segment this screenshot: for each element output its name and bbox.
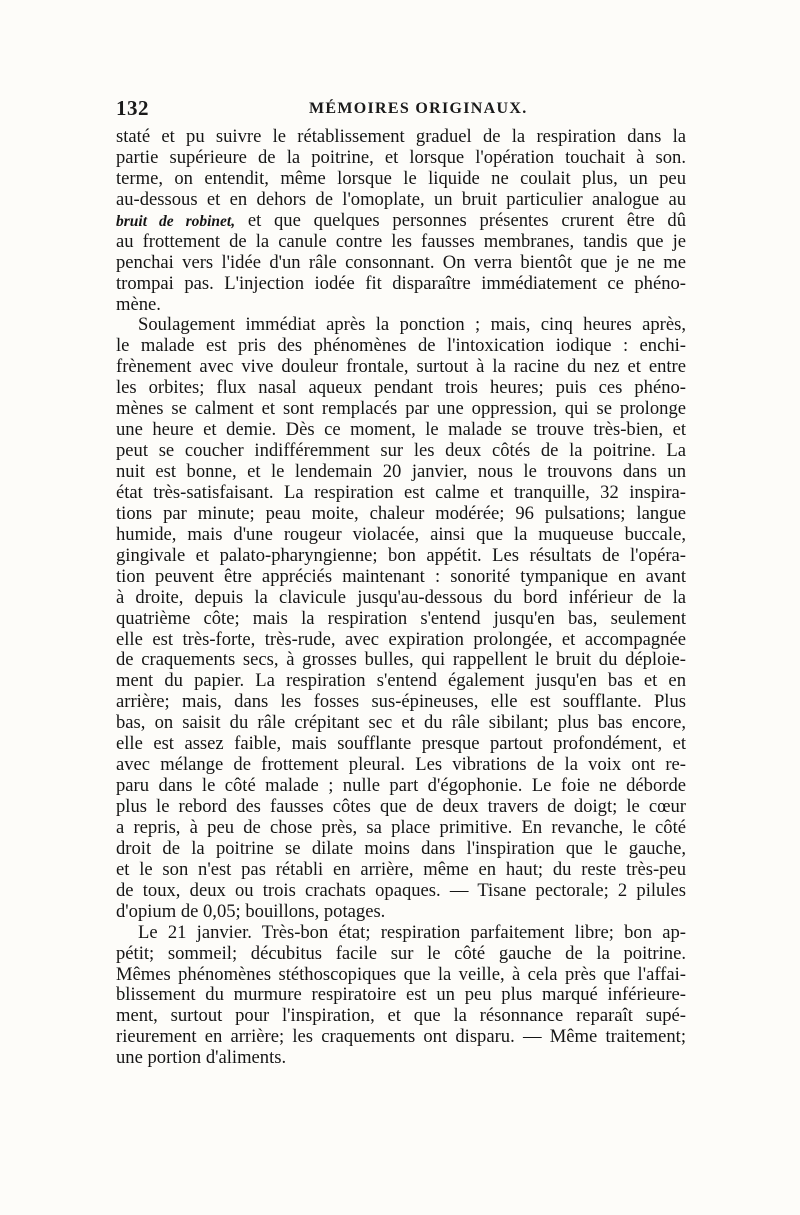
italic-phrase: bruit de robinet, [116,212,236,230]
text-line: blissement du murmure respiratoire est un peu plus marqué inférieure- [116,985,686,1006]
text-line [116,211,686,232]
page-number: 132 [116,96,149,120]
text-line: Le 21 janvier. Très-bon état; respiration parfaitement libre; bon ap- [138,922,686,943]
text-line: elle est très-forte, très-rude, avec expiration prolongée, et accompagnée [116,629,686,650]
text-line: elle est assez faible, mais soufflante presque partout profondément, et [116,734,686,755]
text-line: pétit; sommeil; décubitus facile sur le côté gauche de la poitrine. [116,943,686,964]
text-line: droit de la poitrine se dilate moins dans l'inspiration que le gauche, [116,838,686,859]
text-line: a repris, à peu de chose près, sa place primitive. En revanche, le côté [116,817,686,838]
text-line: penchai vers l'idée d'un râle consonnant. On verra bientôt que je ne me [116,252,686,273]
text-line: mène. [116,294,161,315]
text-line: peut se coucher indifféremment sur les deux côtés de la poitrine. La [116,441,686,462]
text-line: au frottement de la canule contre les fausses membranes, tandis que je [116,231,686,252]
text-line: avec mélange de frottement pleural. Les vibrations de la voix ont re- [116,755,686,776]
text-line: de toux, deux ou trois crachats opaques. — Tisane pectorale; 2 pilules [116,880,686,901]
text-fragment: et que quelques personnes présentes crurent être dû [235,210,686,231]
text-line: rieurement en arrière; les craquements ont disparu. — Même traitement; [116,1027,686,1048]
body-text [116,127,686,1069]
text-line: staté et pu suivre le rétablissement graduel de la respiration dans la [116,127,686,147]
text-line: paru dans le côté malade ; nulle part d'égophonie. Le foie ne déborde [116,776,686,797]
text-line: à droite, depuis la clavicule jusqu'au-dessous du bord inférieur de la [116,587,686,608]
text-line: état très-satisfaisant. La respiration est calme et tranquille, 32 inspira- [116,482,686,503]
text-line: bas, on saisit du râle crépitant sec et du râle sibilant; plus bas encore, [116,713,686,734]
text-line: les orbites; flux nasal aqueux pendant trois heures; puis ces phéno- [116,378,686,399]
text-line: frènement avec vive douleur frontale, surtout à la racine du nez et entre [116,357,686,378]
text-line: de craquements secs, à grosses bulles, qui rappellent le bruit du déploie- [116,650,686,671]
text-line: ment, surtout pour l'inspiration, et que la résonnance reparaît supé- [116,1006,686,1027]
text-line: ment du papier. La respiration s'entend également jusqu'en bas et en [116,671,686,692]
text-line: une portion d'aliments. [116,1048,287,1069]
running-title: MÉMOIRES ORIGINAUX. [309,100,528,117]
text-line: terme, on entendit, même lorsque le liquide ne coulait plus, un peu [116,168,686,189]
text-line: Soulagement immédiat après la ponction ; mais, cinq heures après, [138,315,686,336]
text-line: plus le rebord des fausses côtes que de deux travers de doigt; le cœur [116,797,686,817]
text-line: tions par minute; peau moite, chaleur modérée; 96 pulsations; langue [116,503,686,524]
text-line: quatrième côte; mais la respiration s'entend jusqu'en bas, seulement [116,608,686,629]
text-line: nuit est bonne, et le lendemain 20 janvier, nous le trouvons dans un [116,462,686,482]
text-line: humide, mais d'une rougeur violacée, ainsi que la muqueuse buccale, [116,524,686,545]
text-line: partie supérieure de la poitrine, et lorsque l'opération touchait à son. [116,147,686,168]
text-line: d'opium de 0,05; bouillons, potages. [116,901,386,922]
text-line: une heure et demie. Dès ce moment, le malade se trouve très-bien, et [116,420,686,441]
text-line: le malade est pris des phénomènes de l'intoxication iodique : enchi- [116,336,686,357]
text-line: au-dessous et en dehors de l'omoplate, un bruit particulier analogue au [116,189,686,210]
page-header [116,96,686,120]
text-line: Mêmes phénomènes stéthoscopiques que la veille, à cela près que l'affai- [116,964,686,985]
text-line: et le son n'est pas rétabli en arrière, même en haut; du reste très-peu [116,859,686,880]
text-line: mènes se calment et sont remplacés par une oppression, qui se prolonge [116,399,686,420]
text-line: trompai pas. L'injection iodée fit disparaître immédiatement ce phéno- [116,273,686,294]
text-line: gingivale et palato-pharyngienne; bon appétit. Les résultats de l'opéra- [116,545,686,566]
text-line: arrière; mais, dans les fosses sus-épineuses, elle est soufflante. Plus [116,692,686,713]
text-line: tion peuvent être appréciés maintenant : sonorité tympanique en avant [116,566,686,587]
